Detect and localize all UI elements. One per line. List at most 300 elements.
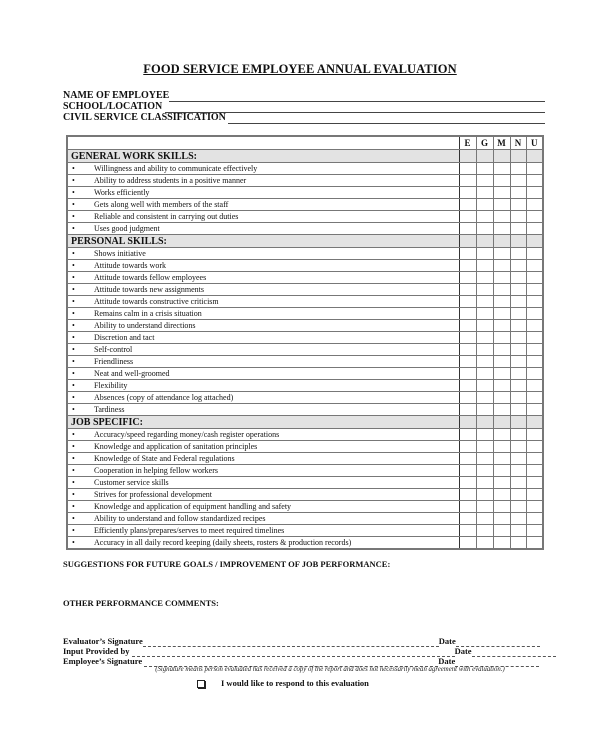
criterion-label: Accuracy/speed regarding money/cash register operations (94, 430, 280, 439)
criterion-cell (67, 404, 459, 416)
bullet-icon: • (72, 357, 75, 366)
rating-cell-g[interactable] (476, 175, 493, 187)
rating-cell-n[interactable] (510, 344, 526, 356)
rating-cell-u[interactable] (526, 489, 543, 501)
rating-cell-m[interactable] (493, 272, 510, 284)
rating-cell-g[interactable] (476, 320, 493, 332)
section-rating-cell-m (493, 150, 510, 163)
bullet-icon: • (72, 345, 75, 354)
rating-cell-m[interactable] (493, 380, 510, 392)
suggestions-label: SUGGESTIONS FOR FUTURE GOALS / IMPROVEMENT OF JOB PERFORMANCE: (63, 559, 391, 569)
rating-cell-u[interactable] (526, 380, 543, 392)
column-header-n: N (510, 136, 526, 150)
evaluator-date-label: Date (438, 636, 456, 646)
table-row (67, 223, 543, 235)
table-row (67, 404, 543, 416)
rating-cell-m[interactable] (493, 441, 510, 453)
rating-cell-g[interactable] (476, 465, 493, 477)
rating-cell-g[interactable] (476, 453, 493, 465)
bullet-icon: • (72, 393, 75, 402)
table-row (67, 260, 543, 272)
criterion-cell (67, 477, 459, 489)
rating-cell-n[interactable] (510, 320, 526, 332)
rating-cell-e[interactable] (459, 525, 476, 537)
rating-cell-n[interactable] (510, 187, 526, 199)
rating-cell-g[interactable] (476, 248, 493, 260)
rating-cell-n[interactable] (510, 525, 526, 537)
rating-cell-e[interactable] (459, 284, 476, 296)
section-rating-cell-n (510, 235, 526, 248)
table-row (67, 477, 543, 489)
rating-cell-g[interactable] (476, 260, 493, 272)
rating-cell-g[interactable] (476, 344, 493, 356)
bullet-icon: • (72, 309, 75, 318)
column-header-e: E (459, 136, 476, 150)
rating-cell-g[interactable] (476, 441, 493, 453)
criterion-label: Willingness and ability to communicate effectively (94, 164, 258, 173)
table-row (67, 501, 543, 513)
rating-cell-e[interactable] (459, 175, 476, 187)
respond-option[interactable] (197, 678, 369, 688)
rating-cell-u[interactable] (526, 465, 543, 477)
civil-service-input[interactable] (228, 114, 545, 124)
rating-cell-e[interactable] (459, 356, 476, 368)
rating-cell-u[interactable] (526, 392, 543, 404)
criterion-cell (67, 296, 459, 308)
bullet-icon: • (72, 297, 75, 306)
employee-date-label: Date (438, 656, 456, 666)
rating-cell-e[interactable] (459, 537, 476, 550)
rating-cell-g[interactable] (476, 308, 493, 320)
section-rating-cell-m (493, 416, 510, 429)
table-row (67, 163, 543, 175)
criterion-label: Knowledge and application of equipment handling and safety (94, 502, 292, 511)
rating-cell-m[interactable] (493, 163, 510, 175)
criterion-label: Attitude towards new assignments (94, 285, 204, 294)
rating-cell-g[interactable] (476, 211, 493, 223)
evaluation-table (66, 135, 544, 550)
bullet-icon: • (72, 405, 75, 414)
rating-cell-g[interactable] (476, 501, 493, 513)
rating-cell-e[interactable] (459, 223, 476, 235)
column-header-u: U (526, 136, 543, 150)
criterion-label: Discretion and tact (94, 333, 155, 342)
civil-service-label: CIVIL SERVICE CLASSIFICATION (63, 112, 226, 123)
rating-cell-e[interactable] (459, 441, 476, 453)
bullet-icon: • (72, 188, 75, 197)
rating-cell-u[interactable] (526, 368, 543, 380)
rating-cell-m[interactable] (493, 199, 510, 211)
rating-cell-u[interactable] (526, 513, 543, 525)
rating-cell-u[interactable] (526, 441, 543, 453)
rating-cell-g[interactable] (476, 489, 493, 501)
section-header-row (67, 416, 543, 429)
signature-note: (Signature means person evaluated has received a copy of the report and does not necessarily mean agreement with evaluation.) (155, 666, 505, 673)
rating-cell-n[interactable] (510, 537, 526, 550)
criterion-label: Self-control (94, 345, 133, 354)
rating-cell-m[interactable] (493, 537, 510, 550)
rating-cell-g[interactable] (476, 332, 493, 344)
bullet-icon: • (72, 200, 75, 209)
rating-cell-e[interactable] (459, 248, 476, 260)
rating-cell-n[interactable] (510, 441, 526, 453)
rating-cell-m[interactable] (493, 392, 510, 404)
criterion-label: Shows initiative (94, 249, 146, 258)
rating-cell-u[interactable] (526, 187, 543, 199)
rating-cell-m[interactable] (493, 332, 510, 344)
table-row (67, 296, 543, 308)
criterion-cell (67, 187, 459, 199)
rating-cell-u[interactable] (526, 308, 543, 320)
other-comments-label: OTHER PERFORMANCE COMMENTS: (63, 598, 219, 608)
criterion-label: Efficiently plans/prepares/serves to meet required timelines (94, 526, 285, 535)
criterion-cell (67, 211, 459, 223)
criterion-cell (67, 489, 459, 501)
criterion-cell (67, 163, 459, 175)
criterion-cell (67, 260, 459, 272)
respond-label: I would like to respond to this evaluation (221, 678, 369, 688)
rating-cell-e[interactable] (459, 199, 476, 211)
rating-cell-g[interactable] (476, 187, 493, 199)
rating-cell-m[interactable] (493, 248, 510, 260)
rating-cell-m[interactable] (493, 465, 510, 477)
rating-cell-n[interactable] (510, 453, 526, 465)
rating-cell-u[interactable] (526, 248, 543, 260)
rating-cell-n[interactable] (510, 284, 526, 296)
rating-cell-n[interactable] (510, 175, 526, 187)
rating-cell-e[interactable] (459, 489, 476, 501)
civil-service-field[interactable] (63, 112, 545, 124)
criterion-label: Reliable and consistent in carrying out duties (94, 212, 239, 221)
table-row (67, 537, 543, 550)
column-header-m: M (493, 136, 510, 150)
section-rating-cell-e (459, 150, 476, 163)
rating-cell-m[interactable] (493, 477, 510, 489)
section-rating-cell-e (459, 235, 476, 248)
criterion-label: Ability to understand and follow standardized recipes (94, 514, 266, 523)
rating-cell-n[interactable] (510, 223, 526, 235)
bullet-icon: • (72, 321, 75, 330)
table-row (67, 344, 543, 356)
rating-cell-u[interactable] (526, 284, 543, 296)
criterion-label: Accuracy in all daily record keeping (daily sheets, rosters & production records) (94, 538, 352, 547)
rating-cell-m[interactable] (493, 296, 510, 308)
criterion-label: Ability to understand directions (94, 321, 196, 330)
section-rating-cell-e (459, 416, 476, 429)
criterion-cell (67, 513, 459, 525)
rating-cell-e[interactable] (459, 332, 476, 344)
criterion-cell (67, 453, 459, 465)
header-blank-cell (67, 136, 459, 150)
bullet-icon: • (72, 442, 75, 451)
rating-cell-e[interactable] (459, 320, 476, 332)
rating-cell-u[interactable] (526, 211, 543, 223)
rating-cell-m[interactable] (493, 429, 510, 441)
rating-cell-u[interactable] (526, 501, 543, 513)
rating-cell-m[interactable] (493, 356, 510, 368)
input-provided-label: Input Provided by (63, 646, 130, 656)
bullet-icon: • (72, 526, 75, 535)
table-row (67, 380, 543, 392)
rating-cell-e[interactable] (459, 272, 476, 284)
rating-cell-e[interactable] (459, 308, 476, 320)
rating-cell-n[interactable] (510, 332, 526, 344)
rating-cell-m[interactable] (493, 308, 510, 320)
rating-cell-e[interactable] (459, 404, 476, 416)
criterion-cell (67, 429, 459, 441)
criterion-cell (67, 175, 459, 187)
rating-cell-n[interactable] (510, 465, 526, 477)
table-row (67, 272, 543, 284)
rating-cell-m[interactable] (493, 489, 510, 501)
bullet-icon: • (72, 430, 75, 439)
rating-cell-u[interactable] (526, 223, 543, 235)
criterion-label: Absences (copy of attendance log attached) (94, 393, 234, 402)
rating-cell-g[interactable] (476, 404, 493, 416)
criterion-cell (67, 392, 459, 404)
table-row (67, 320, 543, 332)
rating-cell-u[interactable] (526, 296, 543, 308)
rating-cell-n[interactable] (510, 404, 526, 416)
rating-cell-u[interactable] (526, 537, 543, 550)
rating-cell-g[interactable] (476, 163, 493, 175)
bullet-icon: • (72, 212, 75, 221)
criterion-label: Neat and well-groomed (94, 369, 170, 378)
rating-cell-e[interactable] (459, 513, 476, 525)
bullet-icon: • (72, 224, 75, 233)
rating-cell-g[interactable] (476, 223, 493, 235)
rating-cell-u[interactable] (526, 404, 543, 416)
rating-cell-m[interactable] (493, 513, 510, 525)
rating-cell-e[interactable] (459, 163, 476, 175)
criterion-cell (67, 272, 459, 284)
rating-cell-e[interactable] (459, 260, 476, 272)
bullet-icon: • (72, 285, 75, 294)
rating-cell-e[interactable] (459, 187, 476, 199)
rating-cell-n[interactable] (510, 368, 526, 380)
criterion-label: Strives for professional development (94, 490, 212, 499)
criterion-cell (67, 320, 459, 332)
table-row (67, 175, 543, 187)
table-row (67, 187, 543, 199)
rating-cell-g[interactable] (476, 199, 493, 211)
rating-cell-m[interactable] (493, 284, 510, 296)
criterion-cell (67, 344, 459, 356)
rating-cell-u[interactable] (526, 344, 543, 356)
rating-cell-e[interactable] (459, 429, 476, 441)
section-header-row (67, 150, 543, 163)
criterion-label: Customer service skills (94, 478, 169, 487)
criterion-cell (67, 501, 459, 513)
rating-cell-g[interactable] (476, 537, 493, 550)
table-row (67, 284, 543, 296)
criterion-label: Tardiness (94, 405, 125, 414)
rating-cell-n[interactable] (510, 308, 526, 320)
rating-cell-u[interactable] (526, 320, 543, 332)
rating-cell-e[interactable] (459, 501, 476, 513)
criterion-label: Remains calm in a crisis situation (94, 309, 202, 318)
table-row (67, 513, 543, 525)
bullet-icon: • (72, 466, 75, 475)
rating-cell-e[interactable] (459, 344, 476, 356)
table-row (67, 525, 543, 537)
rating-cell-m[interactable] (493, 525, 510, 537)
rating-cell-n[interactable] (510, 211, 526, 223)
rating-cell-n[interactable] (510, 260, 526, 272)
rating-cell-g[interactable] (476, 284, 493, 296)
rating-cell-u[interactable] (526, 175, 543, 187)
rating-cell-m[interactable] (493, 501, 510, 513)
rating-cell-m[interactable] (493, 453, 510, 465)
rating-cell-m[interactable] (493, 175, 510, 187)
rating-cell-u[interactable] (526, 199, 543, 211)
rating-cell-g[interactable] (476, 380, 493, 392)
rating-cell-u[interactable] (526, 356, 543, 368)
criterion-label: Knowledge and application of sanitation principles (94, 442, 258, 451)
rating-cell-u[interactable] (526, 332, 543, 344)
section-header-row (67, 235, 543, 248)
rating-cell-g[interactable] (476, 392, 493, 404)
rating-cell-n[interactable] (510, 489, 526, 501)
section-rating-cell-n (510, 416, 526, 429)
rating-cell-e[interactable] (459, 368, 476, 380)
rating-cell-g[interactable] (476, 356, 493, 368)
bullet-icon: • (72, 176, 75, 185)
rating-cell-u[interactable] (526, 272, 543, 284)
rating-cell-n[interactable] (510, 477, 526, 489)
rating-cell-n[interactable] (510, 380, 526, 392)
rating-cell-e[interactable] (459, 296, 476, 308)
criterion-cell (67, 284, 459, 296)
rating-cell-u[interactable] (526, 453, 543, 465)
table-header-row (67, 136, 543, 150)
employee-name-label: NAME OF EMPLOYEE (63, 90, 170, 101)
criterion-label: Attitude towards fellow employees (94, 273, 207, 282)
rating-cell-g[interactable] (476, 272, 493, 284)
rating-cell-m[interactable] (493, 260, 510, 272)
rating-cell-m[interactable] (493, 404, 510, 416)
rating-cell-m[interactable] (493, 320, 510, 332)
rating-cell-n[interactable] (510, 248, 526, 260)
bullet-icon: • (72, 333, 75, 342)
table-row (67, 199, 543, 211)
bullet-icon: • (72, 478, 75, 487)
bullet-icon: • (72, 369, 75, 378)
criterion-label: Knowledge of State and Federal regulations (94, 454, 235, 463)
bullet-icon: • (72, 502, 75, 511)
criterion-label: Cooperation in helping fellow workers (94, 466, 218, 475)
table-row (67, 489, 543, 501)
section-rating-cell-g (476, 150, 493, 163)
input-date-label: Date (454, 646, 472, 656)
employee-signature-label: Employee’s Signature (63, 656, 143, 666)
rating-cell-n[interactable] (510, 296, 526, 308)
rating-cell-m[interactable] (493, 187, 510, 199)
rating-cell-n[interactable] (510, 513, 526, 525)
table-row (67, 308, 543, 320)
rating-cell-u[interactable] (526, 429, 543, 441)
rating-cell-g[interactable] (476, 429, 493, 441)
table-row (67, 211, 543, 223)
table-row (67, 248, 543, 260)
criterion-label: Attitude towards work (94, 261, 166, 270)
bullet-icon: • (72, 164, 75, 173)
document-title: FOOD SERVICE EMPLOYEE ANNUAL EVALUATION (143, 62, 457, 76)
rating-cell-n[interactable] (510, 272, 526, 284)
section-title: JOB SPECIFIC: (67, 416, 459, 429)
rating-cell-m[interactable] (493, 368, 510, 380)
criterion-label: Friendliness (94, 357, 134, 366)
rating-cell-g[interactable] (476, 477, 493, 489)
criterion-cell (67, 356, 459, 368)
rating-cell-m[interactable] (493, 344, 510, 356)
table-row (67, 368, 543, 380)
section-rating-cell-u (526, 235, 543, 248)
rating-cell-e[interactable] (459, 392, 476, 404)
section-rating-cell-g (476, 235, 493, 248)
criterion-label: Works efficiently (94, 188, 150, 197)
respond-checkbox[interactable] (197, 680, 205, 688)
criterion-cell (67, 223, 459, 235)
bullet-icon: • (72, 381, 75, 390)
column-header-g: G (476, 136, 493, 150)
rating-cell-n[interactable] (510, 501, 526, 513)
section-rating-cell-g (476, 416, 493, 429)
rating-cell-m[interactable] (493, 223, 510, 235)
criterion-cell (67, 525, 459, 537)
rating-cell-e[interactable] (459, 380, 476, 392)
rating-cell-m[interactable] (493, 211, 510, 223)
rating-cell-n[interactable] (510, 356, 526, 368)
rating-cell-u[interactable] (526, 260, 543, 272)
table-row (67, 356, 543, 368)
criterion-cell (67, 465, 459, 477)
bullet-icon: • (72, 273, 75, 282)
rating-cell-n[interactable] (510, 163, 526, 175)
section-title: GENERAL WORK SKILLS: (67, 150, 459, 163)
section-rating-cell-u (526, 416, 543, 429)
section-rating-cell-u (526, 150, 543, 163)
rating-cell-g[interactable] (476, 368, 493, 380)
rating-cell-u[interactable] (526, 525, 543, 537)
criterion-cell (67, 199, 459, 211)
bullet-icon: • (72, 249, 75, 258)
table-row (67, 453, 543, 465)
table-row (67, 429, 543, 441)
criterion-label: Flexibility (94, 381, 128, 390)
table-row (67, 392, 543, 404)
rating-cell-g[interactable] (476, 525, 493, 537)
criterion-cell (67, 441, 459, 453)
rating-cell-u[interactable] (526, 163, 543, 175)
rating-cell-e[interactable] (459, 465, 476, 477)
rating-cell-n[interactable] (510, 429, 526, 441)
bullet-icon: • (72, 261, 75, 270)
rating-cell-u[interactable] (526, 477, 543, 489)
criterion-cell (67, 537, 459, 550)
rating-cell-n[interactable] (510, 199, 526, 211)
criterion-cell (67, 248, 459, 260)
rating-cell-e[interactable] (459, 453, 476, 465)
rating-cell-e[interactable] (459, 477, 476, 489)
criterion-cell (67, 380, 459, 392)
rating-cell-g[interactable] (476, 513, 493, 525)
rating-cell-n[interactable] (510, 392, 526, 404)
rating-cell-g[interactable] (476, 296, 493, 308)
section-rating-cell-n (510, 150, 526, 163)
criterion-cell (67, 332, 459, 344)
rating-cell-e[interactable] (459, 211, 476, 223)
